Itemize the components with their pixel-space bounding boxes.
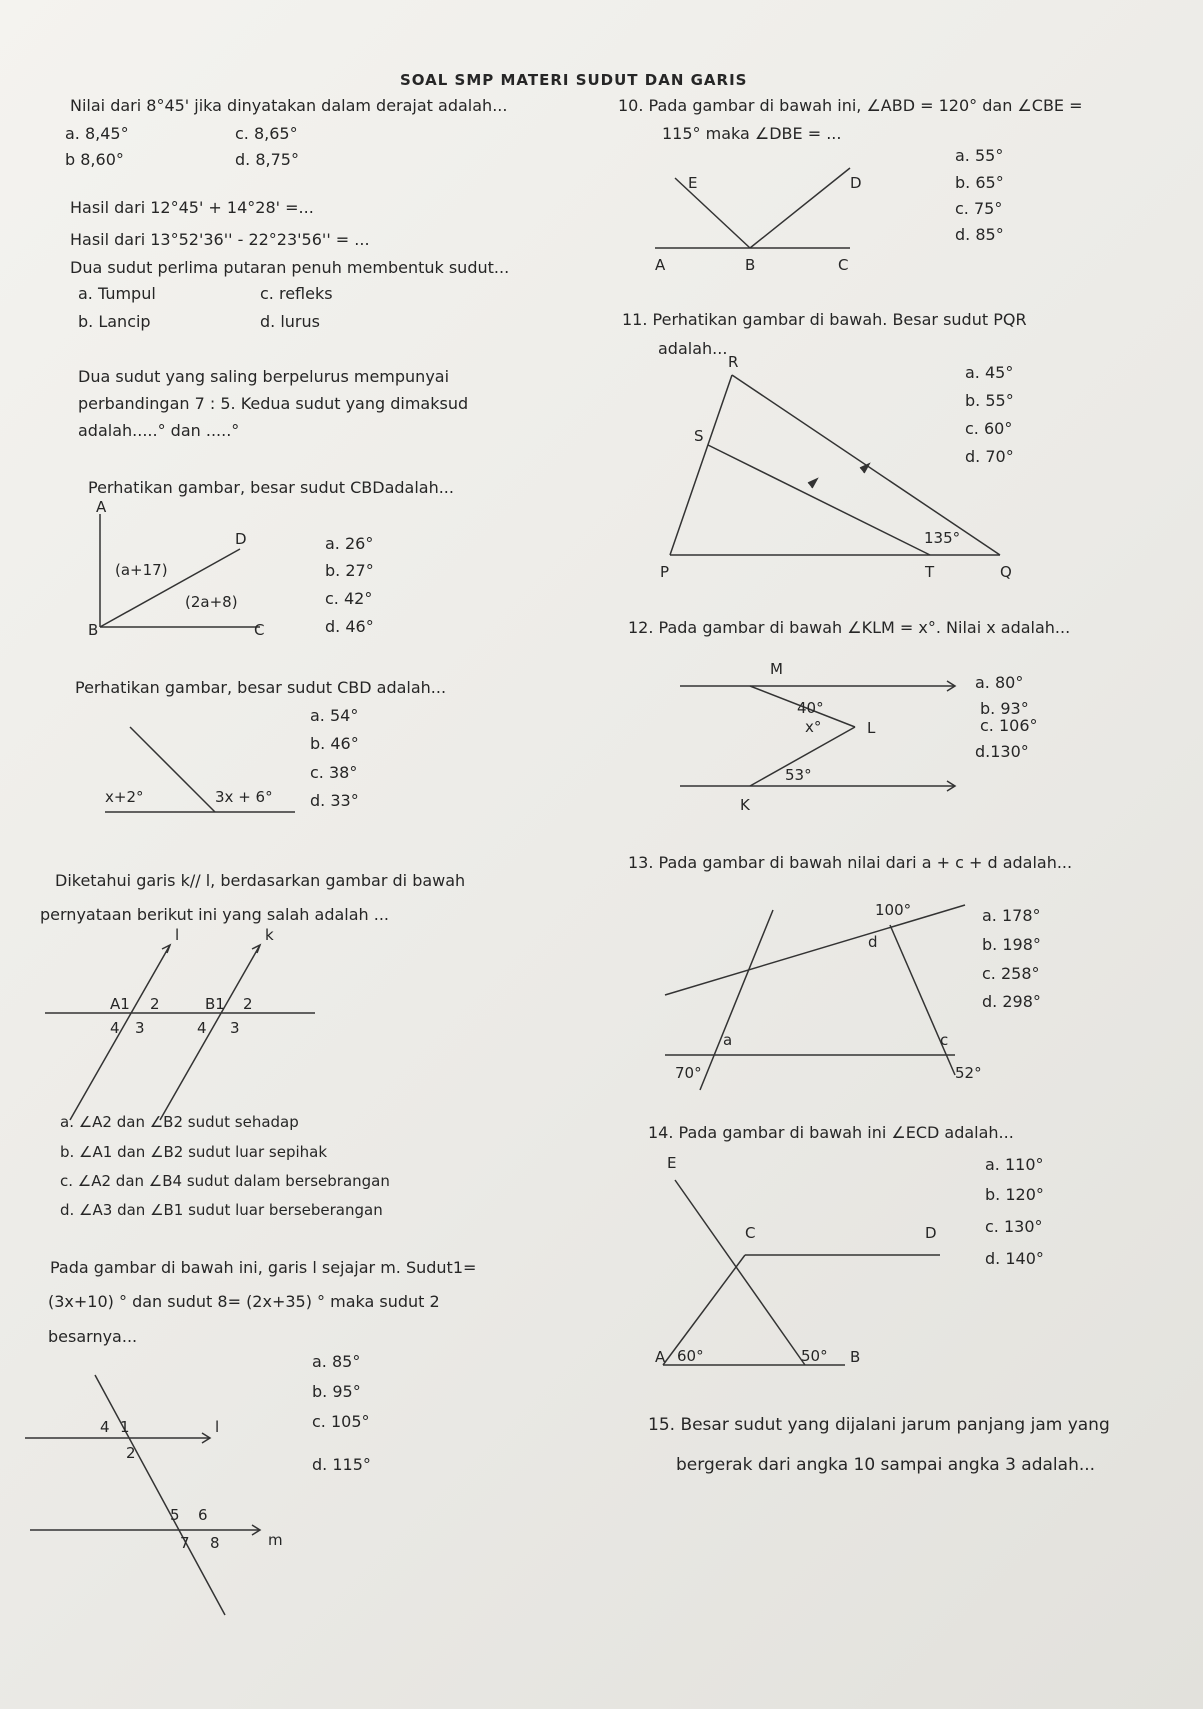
q7-question: Perhatikan gambar, besar sudut CBD adalah... xyxy=(75,678,447,697)
q11-arrow-2 xyxy=(808,479,817,488)
q11-segment-st xyxy=(708,445,930,555)
q13-angle-a: a xyxy=(723,1031,733,1049)
q1-option-d[interactable]: d. 8,75° xyxy=(235,150,299,169)
q7-option-b[interactable]: b. 46° xyxy=(310,734,359,753)
q5-line1: Dua sudut yang saling berpelurus mempunyai xyxy=(78,367,450,386)
q14-angle-60: 60° xyxy=(677,1347,704,1365)
q14-label-b: B xyxy=(850,1348,861,1366)
q13-option-c[interactable]: c. 258° xyxy=(982,964,1040,983)
q6-label-c: C xyxy=(254,621,265,639)
q7-figure xyxy=(95,722,305,822)
q7-option-a[interactable]: a. 54° xyxy=(310,706,359,725)
q14-option-c[interactable]: c. 130° xyxy=(985,1217,1043,1236)
q10-option-b[interactable]: b. 65° xyxy=(955,173,1004,192)
q9-figure xyxy=(20,1370,290,1630)
q11-arrow-1 xyxy=(860,464,869,473)
q7-option-c[interactable]: c. 38° xyxy=(310,763,358,782)
q8-line1: Diketahui garis k// l, berdasarkan gambar di bawah xyxy=(55,871,466,890)
q10-line2: 115° maka ∠DBE = ... xyxy=(662,124,842,143)
q9-line1: Pada gambar di bawah ini, garis l sejajar m. Sudut1= xyxy=(50,1258,477,1277)
q9-angle-5: 5 xyxy=(170,1506,180,1524)
q1-question: Nilai dari 8°45' jika dinyatakan dalam derajat adalah... xyxy=(70,96,508,115)
q4-option-a[interactable]: a. Tumpul xyxy=(78,284,156,303)
q7-option-d[interactable]: d. 33° xyxy=(310,791,359,810)
q12-angle-x: x° xyxy=(805,718,822,736)
q1-option-c[interactable]: c. 8,65° xyxy=(235,124,298,143)
q14-label-c: C xyxy=(745,1224,756,1242)
q7-expr-1: x+2° xyxy=(105,788,144,806)
q11-option-b[interactable]: b. 55° xyxy=(965,391,1014,410)
q12-option-a[interactable]: a. 80° xyxy=(975,673,1024,692)
q9-line3: besarnya... xyxy=(48,1327,138,1346)
q9-option-a[interactable]: a. 85° xyxy=(312,1352,361,1371)
q8-angle-a4: 4 xyxy=(110,1019,120,1037)
q14-question: 14. Pada gambar di bawah ini ∠ECD adalah... xyxy=(648,1123,1014,1142)
q12-label-m: M xyxy=(770,660,783,678)
q14-option-d[interactable]: d. 140° xyxy=(985,1249,1044,1268)
q12-angle-53: 53° xyxy=(785,766,812,784)
q14-label-d: D xyxy=(925,1224,937,1242)
q9-angle-4: 4 xyxy=(100,1418,110,1436)
q8-line-l xyxy=(70,945,170,1120)
q11-option-c[interactable]: c. 60° xyxy=(965,419,1013,438)
q6-option-d[interactable]: d. 46° xyxy=(325,617,374,636)
q9-label-l: l xyxy=(215,1418,220,1436)
q13-angle-c: c xyxy=(940,1031,949,1049)
q14-label-a: A xyxy=(655,1348,666,1366)
q1-option-b[interactable]: b 8,60° xyxy=(65,150,124,169)
q10-label-a: A xyxy=(655,256,666,274)
q5-line3: adalah.....° dan .....° xyxy=(78,421,240,440)
q1-option-a[interactable]: a. 8,45° xyxy=(65,124,129,143)
q11-option-d[interactable]: d. 70° xyxy=(965,447,1014,466)
q9-option-d[interactable]: d. 115° xyxy=(312,1455,371,1474)
q11-label-p: P xyxy=(660,563,670,581)
q14-figure xyxy=(645,1150,965,1380)
q6-option-a[interactable]: a. 26° xyxy=(325,534,374,553)
q11-line1: 11. Perhatikan gambar di bawah. Besar sudut PQR xyxy=(622,310,1027,329)
q6-label-b: B xyxy=(88,621,99,639)
q7-expr-2: 3x + 6° xyxy=(215,788,273,806)
q15-line1: 15. Besar sudut yang dijalani jarum panjang jam yang xyxy=(648,1415,1110,1435)
q13-figure xyxy=(655,895,985,1095)
q15-line2: bergerak dari angka 10 sampai angka 3 adalah... xyxy=(676,1455,1096,1475)
q11-label-t: T xyxy=(925,563,935,581)
q12-figure xyxy=(675,660,975,818)
q10-option-c[interactable]: c. 75° xyxy=(955,199,1003,218)
q11-label-s: S xyxy=(694,427,704,445)
q10-label-b: B xyxy=(745,256,756,274)
q8-option-a[interactable]: a. ∠A2 dan ∠B2 sudut sehadap xyxy=(60,1113,299,1131)
q12-option-c[interactable]: c. 106° xyxy=(980,716,1038,735)
q9-transversal xyxy=(95,1375,225,1615)
q14-option-a[interactable]: a. 110° xyxy=(985,1155,1044,1174)
q9-line2: (3x+10) ° dan sudut 8= (2x+35) ° maka sudut 2 xyxy=(48,1292,440,1311)
q13-option-a[interactable]: a. 178° xyxy=(982,906,1041,925)
q8-angle-a3: 3 xyxy=(135,1019,145,1037)
q11-label-r: R xyxy=(728,353,739,371)
q6-expr-1: (a+17) xyxy=(115,561,168,579)
q10-label-d: D xyxy=(850,174,862,192)
q10-figure xyxy=(650,148,870,273)
q13-question: 13. Pada gambar di bawah nilai dari a + c + d adalah... xyxy=(628,853,1073,872)
q10-label-c: C xyxy=(838,256,849,274)
q13-angle-d: d xyxy=(868,933,878,951)
q2-question: Hasil dari 12°45' + 14°28' =... xyxy=(70,198,314,217)
q9-angle-8: 8 xyxy=(210,1534,220,1552)
q13-angle-100: 100° xyxy=(875,901,912,919)
q9-angle-7: 7 xyxy=(180,1534,190,1552)
q9-angle-1: 1 xyxy=(120,1418,130,1436)
q9-angle-6: 6 xyxy=(198,1506,208,1524)
q6-figure xyxy=(88,498,290,642)
q14-line-eb xyxy=(675,1180,805,1365)
q8-line2: pernyataan berikut ini yang salah adalah ... xyxy=(40,905,390,924)
q11-side-pr xyxy=(670,375,732,555)
q12-option-d[interactable]: d.130° xyxy=(975,742,1029,761)
q14-label-e: E xyxy=(667,1154,677,1172)
q6-question: Perhatikan gambar, besar sudut CBDadalah... xyxy=(88,478,454,497)
q6-label-a: A xyxy=(96,498,107,516)
q8-angle-b3: 3 xyxy=(230,1019,240,1037)
q14-line-ca xyxy=(663,1255,745,1365)
q11-line2: adalah... xyxy=(658,339,728,358)
q10-option-d[interactable]: d. 85° xyxy=(955,225,1004,244)
q13-right-line xyxy=(890,925,955,1075)
q10-label-e: E xyxy=(688,174,698,192)
q4-option-c[interactable]: c. refleks xyxy=(260,284,333,303)
q8-angle-b2: 2 xyxy=(243,995,253,1013)
q6-expr-2: (2a+8) xyxy=(185,593,238,611)
q9-option-c[interactable]: c. 105° xyxy=(312,1412,370,1431)
q9-angle-2: 2 xyxy=(126,1444,136,1462)
q8-option-d[interactable]: d. ∠A3 dan ∠B1 sudut luar berseberangan xyxy=(60,1201,383,1219)
q10-ray-be xyxy=(675,178,750,248)
q8-angle-b1: B1 xyxy=(205,995,225,1013)
q4-option-b[interactable]: b. Lancip xyxy=(78,312,151,331)
q11-angle-135: 135° xyxy=(924,529,961,547)
q4-option-d[interactable]: d. lurus xyxy=(260,312,320,331)
q12-label-l: L xyxy=(867,719,876,737)
q8-option-b[interactable]: b. ∠A1 dan ∠B2 sudut luar sepihak xyxy=(60,1143,328,1161)
q12-angle-40: 40° xyxy=(797,699,824,717)
q12-option-b[interactable]: b. 93° xyxy=(980,699,1029,718)
q13-option-b[interactable]: b. 198° xyxy=(982,935,1041,954)
q8-angle-b4: 4 xyxy=(197,1019,207,1037)
q6-option-c[interactable]: c. 42° xyxy=(325,589,373,608)
q8-line-k xyxy=(160,945,260,1120)
q13-left-line xyxy=(700,910,773,1090)
q10-option-a[interactable]: a. 55° xyxy=(955,146,1004,165)
q14-angle-50: 50° xyxy=(801,1347,828,1365)
q11-option-a[interactable]: a. 45° xyxy=(965,363,1014,382)
q8-label-k: k xyxy=(265,926,274,944)
q8-figure xyxy=(40,925,320,1125)
q13-angle-52: 52° xyxy=(955,1064,982,1082)
q12-question: 12. Pada gambar di bawah ∠KLM = x°. Nilai x adalah... xyxy=(628,618,1071,637)
q9-option-b[interactable]: b. 95° xyxy=(312,1382,361,1401)
q13-option-d[interactable]: d. 298° xyxy=(982,992,1041,1011)
page-title: SOAL SMP MATERI SUDUT DAN GARIS xyxy=(400,71,748,89)
q10-ray-bd xyxy=(750,168,850,248)
q8-angle-a2: 2 xyxy=(150,995,160,1013)
q6-option-b[interactable]: b. 27° xyxy=(325,561,374,580)
q11-label-q: Q xyxy=(1000,563,1012,581)
q5-line2: perbandingan 7 : 5. Kedua sudut yang dimaksud xyxy=(78,394,469,413)
q13-angle-70: 70° xyxy=(675,1064,702,1082)
q8-option-c[interactable]: c. ∠A2 dan ∠B4 sudut dalam bersebrangan xyxy=(60,1172,390,1190)
q6-label-d: D xyxy=(235,530,247,548)
q14-option-b[interactable]: b. 120° xyxy=(985,1185,1044,1204)
q9-label-m: m xyxy=(268,1531,283,1549)
q12-label-k: K xyxy=(740,796,750,814)
q8-label-l: l xyxy=(175,926,180,944)
q8-angle-a1: A1 xyxy=(110,995,130,1013)
q3-question: Hasil dari 13°52'36'' - 22°23'56'' = ... xyxy=(70,230,370,249)
q10-line1: 10. Pada gambar di bawah ini, ∠ABD = 120° dan ∠CBE = xyxy=(618,96,1083,115)
q4-question: Dua sudut perlima putaran penuh membentuk sudut... xyxy=(70,258,510,277)
q13-upper-line xyxy=(665,905,965,995)
